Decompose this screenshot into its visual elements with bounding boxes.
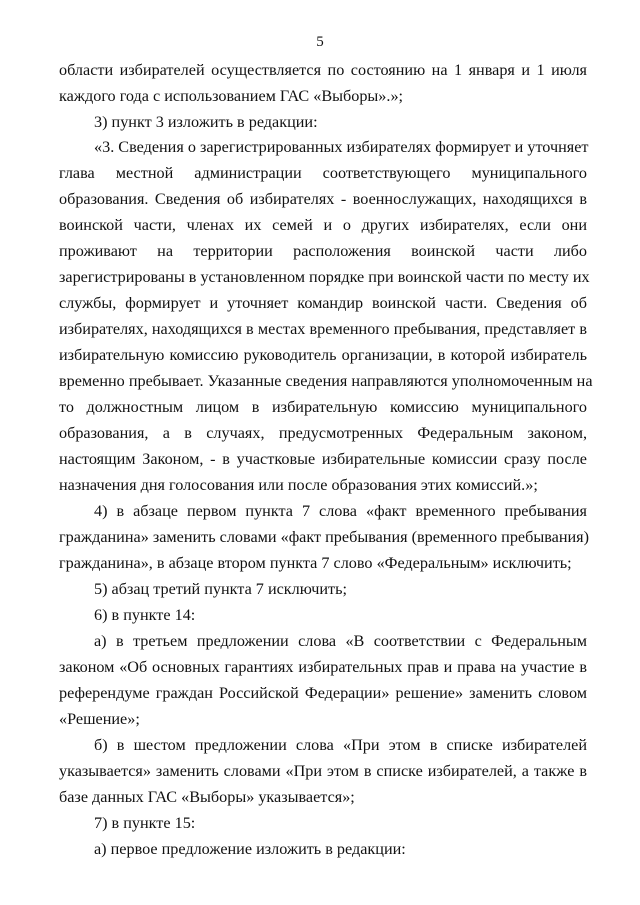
text-line: проживают на территории расположения воинской части либо	[59, 242, 587, 260]
text-line: глава местной администрации соответствующего муниципального	[59, 164, 587, 182]
text-line: 4) в абзаце первом пункта 7 слова «факт временного пребывания	[94, 502, 587, 520]
text-line: 3) пункт 3 изложить в редакции:	[94, 113, 318, 131]
text-line: каждого года с использованием ГАС «Выборы».»;	[59, 87, 404, 105]
text-line: «3. Сведения о зарегистрированных избирателях формирует и уточняет	[94, 138, 589, 156]
text-line: гражданина» заменить словами «факт пребывания (временного пребывания)	[59, 528, 589, 546]
text-line: 7) в пункте 15:	[94, 814, 196, 832]
text-line: указывается» заменить словами «При этом в списке избирателей, а также в	[59, 762, 587, 780]
text-line: базе данных ГАС «Выборы» указывается»;	[59, 788, 355, 806]
text-line: назначения дня голосования или после образования этих комиссий.»;	[59, 476, 538, 494]
text-line: а) первое предложение изложить в редакции:	[94, 840, 406, 858]
text-line: временно пребывает. Указанные сведения направляются уполномоченным на	[59, 372, 593, 390]
text-line: 6) в пункте 14:	[94, 606, 196, 624]
text-line: гражданина», в абзаце втором пункта 7 слово «Федеральным» исключить;	[59, 554, 572, 572]
page-number: 5	[316, 34, 324, 50]
text-line: зарегистрированы в установленном порядке при воинской части по месту их	[59, 268, 590, 286]
text-line: области избирателей осуществляется по состоянию на 1 января и 1 июля	[59, 61, 587, 79]
text-line: б) в шестом предложении слова «При этом в списке избирателей	[94, 736, 587, 754]
text-line: настоящим Законом, - в участковые избирательные комиссии сразу после	[59, 450, 587, 468]
text-line: избирательную комиссию руководитель организации, в которой избиратель	[59, 346, 587, 364]
text-line: воинской части, членах их семей и о других избирателях, если они	[59, 216, 587, 234]
text-line: службы, формирует и уточняет командир воинской части. Сведения об	[59, 294, 587, 312]
text-line: образования. Сведения об избирателях - военнослужащих, находящихся в	[59, 190, 587, 208]
text-line: 5) абзац третий пункта 7 исключить;	[94, 580, 347, 598]
text-line: избирателях, находящихся в местах временного пребывания, представляет в	[59, 320, 587, 338]
text-line: образования, а в случаях, предусмотренных Федеральным законом,	[59, 424, 587, 442]
text-line: «Решение»;	[59, 710, 140, 728]
text-line: референдуме граждан Российской Федерации» решение» заменить словом	[59, 684, 587, 702]
text-line: то должностным лицом в избирательную комиссию муниципального	[59, 398, 587, 416]
text-line: законом «Об основных гарантиях избирательных прав и права на участие в	[59, 658, 587, 676]
text-line: а) в третьем предложении слова «В соответствии с Федеральным	[94, 632, 587, 650]
